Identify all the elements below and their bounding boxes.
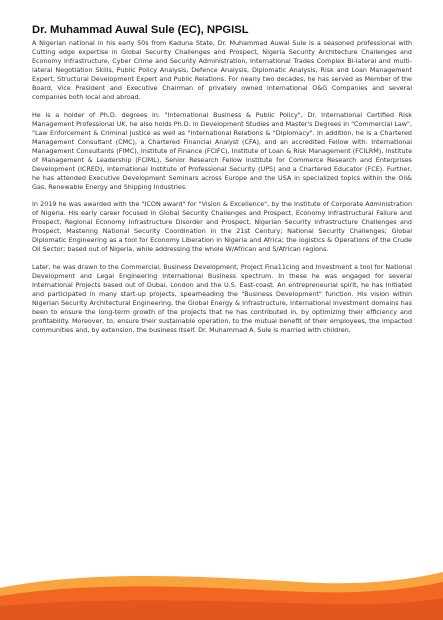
paragraph-education: He is a holder of Ph.D. degrees in: "International Business & Public Policy", Dr. International Certified Risk Management Professional UK, he also holds Ph.D. in Development Studies and Master's Degrees in "Commercial Law", "Law Enforcement & Criminal Justice as well as "International Relations & "Diplomacy". In addition, he is a Chartered Management Consultant (CMC), a Chartered Financial Analyst (CFA), and an accredited Fellow with: International Management Consultants (FIMC), Institute of Finance (FCIFC), Institute of Loan & Risk Management (FCILRM), Institute of Management & Leadership (FCIML), Senior Research Fellow Institute for Commerce Research and Enterprises Development (ICRED), International Institute of Professional Security (UPS) and a Chartered Educator (FCE). Further, he has attended Executive Development Seminars across Europe and the USA in specialized topics within the Oil& Gas, Renewable Energy and Shipping Industries.	[32, 110, 412, 191]
paragraph-early-career: In 2019 he was awarded with the "ICON award" for "Vision & Excellence", by the Institute of Corporate Administration of Nigeria. His early career focused in Global Security Challenges and Prospect, Economy Infrastructural Failure and Prospect, Regional Economy Infrastructure Disorder and Prospect, Nigerian Security Infrastructure Challenges and Prospect, Mastering National Security Coordination in the 21st Century; National Security Challenges; Global Diplomatic Engineering as a tool for Economy Liberation in Nigeria and Africa; the logistics & Operations of the Crude Oil Sector; based out of Nigeria, while addressing the whole W/African and S/African regions.	[32, 200, 412, 253]
paragraph-later-career: Later, he was drawn to the Commercial, Business Development, Project Fina11cing and Investment a tool for National Development and Legal Engineering International Business spectrum. In these he was engaged for several International Projects based out of Dubai, London and the U.S. East-coast. An entrepreneurial spirit, he has Initiated and participated in many start-up projects, spearheading the "Business Development" function. His vision within Nigerian Security Architectural Engineering, the Global Energy & Infrastructure, International investment domains has been to ensure the long-term growth of the projects that he has contributed in, by optimizing their efficiency and profitability. Moreover, to, ensure their sustainable operation, to the mutual benefit of their employees, the impacted communities and, by extension, the business itself. Dr. Muhammad A. Sule is married with children,	[32, 262, 412, 334]
footer-decoration	[0, 558, 443, 620]
paragraph-introduction: A Nigerian national in his early 50s from Kaduna State, Dr. Muhammad Auwal Sule is a seasoned professional with Cutting edge expertise in Global Security Challenges and Prospect, Nigeria Security Architecture Challenges and Economy Infrastructure, Cyber Crime and Security Administration, International Trades Complex Bi-lateral and multi-lateral Negotiation Skills, Public Policy Analysis, Defence Analysis, Diplomatic Analysis, Risk and Loan Management Expert, Structural Development Expert and Public Relations. For nearly two decades, he has served as Member of the Board, Vice President and Executive Chairman of privately owned international O&G Companies and several companies both local and abroad.	[32, 39, 412, 101]
biography-section	[32, 24, 412, 343]
page-title: Dr. Muhammad Auwal Sule (EC), NPGISL	[32, 24, 249, 36]
